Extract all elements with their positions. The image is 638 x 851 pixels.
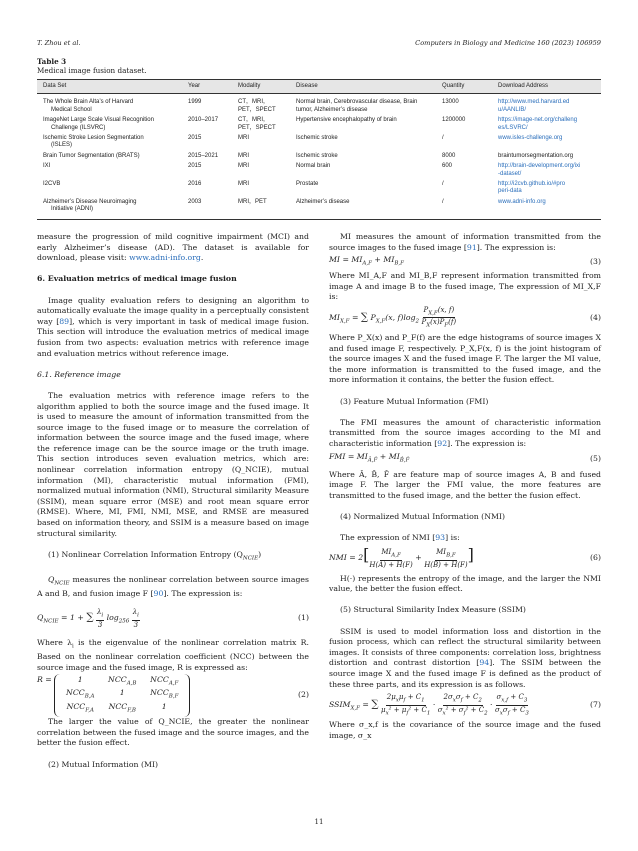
equation-number: (1) [298, 613, 309, 623]
table-cell-modality [232, 180, 290, 198]
cell-text: 2015 [188, 163, 202, 170]
list-item: (4) Normalized Mutual Information (NMI) [340, 511, 506, 521]
cell-text: IXI [43, 163, 51, 170]
table-cell-quantity [436, 116, 492, 134]
cell-text: 2015–2021 [188, 152, 219, 159]
table-cell-quantity [436, 151, 492, 161]
paragraph: Where $\lambda_i$ is the eigenvalue of the nonlinear correlation matrix R. Based on the nonlinear correlation coefficient (NCC) between the source image and the fused image, R is expressed as: [37, 637, 309, 672]
cell-text: 600 [442, 163, 453, 170]
column-header: Quantity [436, 80, 492, 94]
table-caption [37, 57, 147, 76]
table-cell-quantity [436, 162, 492, 180]
equation-number: (7) [590, 699, 601, 709]
citation-link[interactable]: 93 [435, 533, 446, 543]
paragraph: The expression of NMI [93] is: [340, 533, 460, 543]
left-column [37, 232, 309, 770]
cell-text[interactable]: http://brain-development.org/ixi [498, 163, 581, 170]
cell-text: CT，MRI， [238, 117, 269, 124]
table-cell-address[interactable] [492, 134, 601, 152]
citation-link[interactable]: 90 [153, 588, 164, 598]
table-cell-quantity [436, 180, 492, 198]
table-cell-year [182, 134, 232, 152]
cell-text: MRI [238, 163, 249, 170]
equation-7: $SSIM_{X,F}$ = ∑ $\frac{2\mu_x\mu_f + C_1}{\mu_x^2 + \mu_f^2 + C_1}$ · $\frac{2\sigma_x\sigma_f + C_2}{\sigma_x^2 + \sigma_f^2 + C_2}$ · $\frac{\sigma_{x,f} + C_3}{\sigma_x\sigma_f + C_3}$ (7) [329, 693, 601, 717]
table-cell-quantity [436, 94, 492, 116]
table-cell-name [37, 151, 182, 161]
citation-link[interactable]: 94 [479, 658, 490, 668]
cell-text: MRI [238, 152, 249, 159]
cell-text: 1999 [188, 99, 202, 106]
cell-text: 2015 [188, 135, 202, 142]
cell-text: PET，SPECT [238, 106, 276, 113]
cell-text: / [442, 181, 444, 188]
cell-text[interactable]: www.isles-challenge.org [498, 135, 563, 142]
column-header: Download Address [492, 80, 601, 94]
list-item: (1) Nonlinear Correlation Information Entropy $(Q_{NCIE})$ [48, 549, 262, 562]
table-title: Medical image fusion dataset. [37, 66, 147, 76]
running-header [37, 39, 601, 47]
paragraph: Where MI_A,F and MI_B,F represent information transmitted from image A and image B to the fused image, The expression of MI_X,F is: [329, 271, 601, 302]
table-row [37, 116, 601, 134]
table-cell-disease [290, 134, 436, 152]
cell-text: 1200000 [442, 117, 466, 124]
table-cell-name [37, 134, 182, 152]
paragraph: MI measures the amount of information transmitted from the source images to the fused image [91]. The expression is: [329, 232, 601, 252]
table-cell-name [37, 94, 182, 116]
paragraph: The larger the value of Q_NCIE, the greater the nonlinear correlation between the fused image and the source images, and the better the fusion effect. [37, 717, 309, 748]
column-header: Modality [232, 80, 290, 94]
table-row [37, 94, 601, 116]
cell-text: The Whole Brain Alta’s of Harvard [43, 99, 134, 106]
table-cell-disease [290, 162, 436, 180]
equation-2: R = 1 $NCC_{A,B}$ $NCC_{A,F}$ $NCC_{B,A}$ 1 $NCC_{B,F}$ $NCC_{F,A}$ $NCC_{F,B}$ 1 (2) [37, 673, 309, 717]
table-row [37, 134, 601, 152]
table-header-row [37, 80, 601, 94]
table-cell-year [182, 197, 232, 219]
paragraph: Where P_X(x) and P_F(f) are the edge histograms of source images X and fused image F, respectively. P_X,F(x, f) is the joint histogram of the source images X and the fused image F. The larger the MI value, the more information is transmitted to the fused image, and the more information it contains, the better the fusion effect. [329, 332, 601, 385]
table-cell-modality [232, 197, 290, 219]
table-cell-name [37, 197, 182, 219]
citation-link[interactable]: 91 [466, 242, 477, 252]
table-cell-address[interactable] [492, 197, 601, 219]
paragraph: Where σ_x,f is the covariance of the source image and the fused image, σ_x [329, 720, 601, 740]
cell-text: MRI，PET [238, 198, 267, 205]
cell-text: Challenge (ILSVRC) [51, 124, 106, 131]
list-item: (3) Feature Mutual Information (FMI) [340, 396, 489, 406]
equation-1: $Q_{NCIE} = 1$ + ∑ $\frac{\lambda_i}{3}$ $\log_{256}$ $\frac{\lambda_i}{3}$ (1) [37, 608, 309, 629]
table-cell-disease [290, 197, 436, 219]
cell-text: 2010–2017 [188, 117, 219, 124]
cell-text: Initiative (ADNI) [51, 206, 94, 213]
equation-6: NMI = 2[ $\frac{MI_{A,F}}{H(A) + H(F)}$ + $\frac{MI_{B,F}}{H(B) + H(F)}$ ] (6) [329, 545, 601, 569]
equation-number: (6) [590, 553, 601, 563]
page-number: 11 [314, 818, 324, 826]
cell-text[interactable]: es/LSVRC/ [498, 124, 528, 131]
table-cell-year [182, 180, 232, 198]
paragraph: SSIM is used to model information loss and distortion in the fusion process, which can reflect the structural similarity between images. It consists of three components: correlation loss, brightness distortion and contrast distortion [94]. The SSIM between the source image X and the fused image F is defined as the product of these three parts, and its expression is as follows. [329, 626, 601, 689]
cell-text: Normal brain, Cerebrovascular disease, Brain [296, 99, 418, 106]
cell-text: I2CVB [43, 181, 61, 188]
table-cell-name [37, 116, 182, 134]
column-header: Year [182, 80, 232, 94]
equation-4: $MI_{X,F}$ = ∑ $P_{X,F}(x$, $f)\log_2$ $\frac{P_{X,F}(x, f)}{P_X(x)P_F(f)}$ (4) [329, 306, 601, 329]
table-cell-modality [232, 151, 290, 161]
cell-text: Ischemic stroke [296, 135, 338, 142]
paragraph: Where Â, B̂, F̂ are feature map of source images A, B and fused image F. The larger the FMI value, the more features are transmitted to the fused image, and the better the fusion effect. [329, 469, 601, 500]
right-column [329, 232, 601, 741]
cell-text[interactable]: u/AANLIB/ [498, 106, 527, 113]
column-header: Data Set [37, 80, 182, 94]
cell-text: Alzheimer’s Disease Neuroimaging [43, 198, 137, 205]
citation-link[interactable]: 92 [437, 438, 448, 448]
cell-text: 2003 [188, 198, 202, 205]
equation-number: (2) [298, 689, 309, 699]
table-cell-name [37, 180, 182, 198]
dataset-table [37, 79, 601, 220]
table-cell-disease [290, 116, 436, 134]
cell-text[interactable]: www.adni-info.org [498, 198, 546, 205]
cell-text: Prostate [296, 181, 319, 188]
cell-text[interactable]: -dataset/ [498, 170, 522, 177]
table-cell-address[interactable] [492, 94, 601, 116]
table-cell-address[interactable] [492, 116, 601, 134]
paragraph: Image quality evaluation refers to designing an algorithm to automatically evaluate the image quality in a perceptually consistent way [89], which is very important in task of medical image fusion. This section will introduce the evaluation metrics of medical image fusion from two aspects: evaluation metrics with reference image and evaluation metrics without reference image. [37, 295, 309, 358]
cell-text: Ischemic stroke [296, 152, 338, 159]
cell-text: CT，MRI， [238, 99, 269, 106]
cell-text: Normal brain [296, 163, 331, 170]
citation-link[interactable]: 89 [59, 316, 70, 326]
paragraph: $Q_{NCIE}$ measures the nonlinear correlation between source images A and B, and fusion image F [90]. The expression is: [37, 574, 309, 598]
adni-link[interactable]: www.adni-info.org [129, 253, 201, 263]
table-cell-modality [232, 134, 290, 152]
table-cell-disease [290, 180, 436, 198]
cell-text[interactable]: http://i2cvb.github.io/#pro [498, 181, 566, 188]
paragraph: The FMI measures the amount of characteristic information transmitted from the source images according to the MI and characteristic information [92]. The expression is: [329, 417, 601, 448]
table-cell-year [182, 162, 232, 180]
header-journal: Computers in Biology and Medicine 160 (2023) 106959 [415, 39, 601, 47]
table-row [37, 162, 601, 180]
cell-text: Hypertensive encephalopathy of brain [296, 117, 397, 124]
cell-text: (ISLES) [51, 142, 73, 149]
section-heading: 6. Evaluation metrics of medical image fusion [37, 274, 237, 284]
table-cell-name [37, 162, 182, 180]
cell-text: / [442, 198, 444, 205]
table-cell-modality [232, 116, 290, 134]
cell-text: MRI [238, 135, 249, 142]
table-cell-modality [232, 94, 290, 116]
equation-number: (3) [590, 256, 601, 266]
cell-text: braintumorsegmentation.org [498, 152, 574, 159]
table-row [37, 151, 601, 161]
cell-text: MRI [238, 181, 249, 188]
cell-text: 2016 [188, 181, 202, 188]
equation-5: FMI = $MI_{Â,F̂} + MI_{B̂,F̂}$ (5) [329, 452, 601, 464]
cell-text: 8000 [442, 152, 456, 159]
cell-text[interactable]: peri-data [498, 188, 522, 195]
table-row [37, 180, 601, 198]
table-cell-modality [232, 162, 290, 180]
table-cell-year [182, 116, 232, 134]
cell-text: Alzheimer’s disease [296, 198, 350, 205]
cell-text[interactable]: https://image-net.org/challeng [498, 117, 578, 124]
paragraph: H(·) represents the entropy of the image, and the larger the NMI value, the better the fusion effect. [329, 573, 601, 594]
list-item: (5) Structural Similarity Index Measure (SSIM) [340, 605, 526, 615]
table-cell-quantity [436, 134, 492, 152]
table-label: Table 3 [37, 57, 67, 66]
paragraph: The evaluation metrics with reference image refers to the algorithm applied to both the source image and the fused image. It is used to measure the amount of information transmitted from the source image to the fused image or to measure the correlation of information between the source image and the fused image, where the reference image can be the source image or the truth image. This section introduces seven evaluation metrics, which are: nonlinear correlation information entropy (Q_NCIE), mutual information (MI), characteristic mutual information (FMI), normalized mutual information (NMI), Structural similarity Measure (SSIM), mean square error (MSE) and root mean square error (RMSE). Where, MI, FMI, NMI, MSE, and RMSE are measured based on information theory, and SSIM is a measure based on image structural similarity. [37, 390, 309, 538]
cell-text: Brain Tumor Segmentation (BRATS) [43, 152, 140, 159]
paragraph: measure the progression of mild cognitive impairment (MCI) and early Alzheimer’s disease (AD). The dataset is available for download, please visit: www.adni-info.org. [37, 232, 309, 263]
table-row [37, 197, 601, 219]
table-cell-address [492, 151, 601, 161]
header-authors: T. Zhou et al. [37, 39, 81, 47]
cell-text[interactable]: http://www.med.harvard.ed [498, 99, 570, 106]
equation-number: (4) [590, 312, 601, 322]
table-cell-disease [290, 151, 436, 161]
cell-text: Medical School [51, 106, 92, 113]
cell-text: / [442, 135, 444, 142]
cell-text: Ischemic Stroke Lesion Segmentation [43, 135, 144, 142]
cell-text: 13000 [442, 99, 459, 106]
table-cell-address[interactable] [492, 162, 601, 180]
table-cell-year [182, 94, 232, 116]
equation-3: MI = $MI_{A,F} + MI_{B,F}$ (3) [329, 255, 601, 267]
cell-text: PET，SPECT [238, 124, 276, 131]
cell-text: ImageNet Large Scale Visual Recognition [43, 117, 154, 124]
table-cell-address[interactable] [492, 180, 601, 198]
table-cell-quantity [436, 197, 492, 219]
equation-number: (5) [590, 454, 601, 464]
list-item: (2) Mutual Information (MI) [48, 759, 159, 769]
table-cell-year [182, 151, 232, 161]
table-cell-disease [290, 94, 436, 116]
cell-text: tumor, Alzheimer’s disease [296, 106, 368, 113]
column-header: Disease [290, 80, 436, 94]
subsection-heading: 6.1. Reference image [37, 369, 121, 379]
